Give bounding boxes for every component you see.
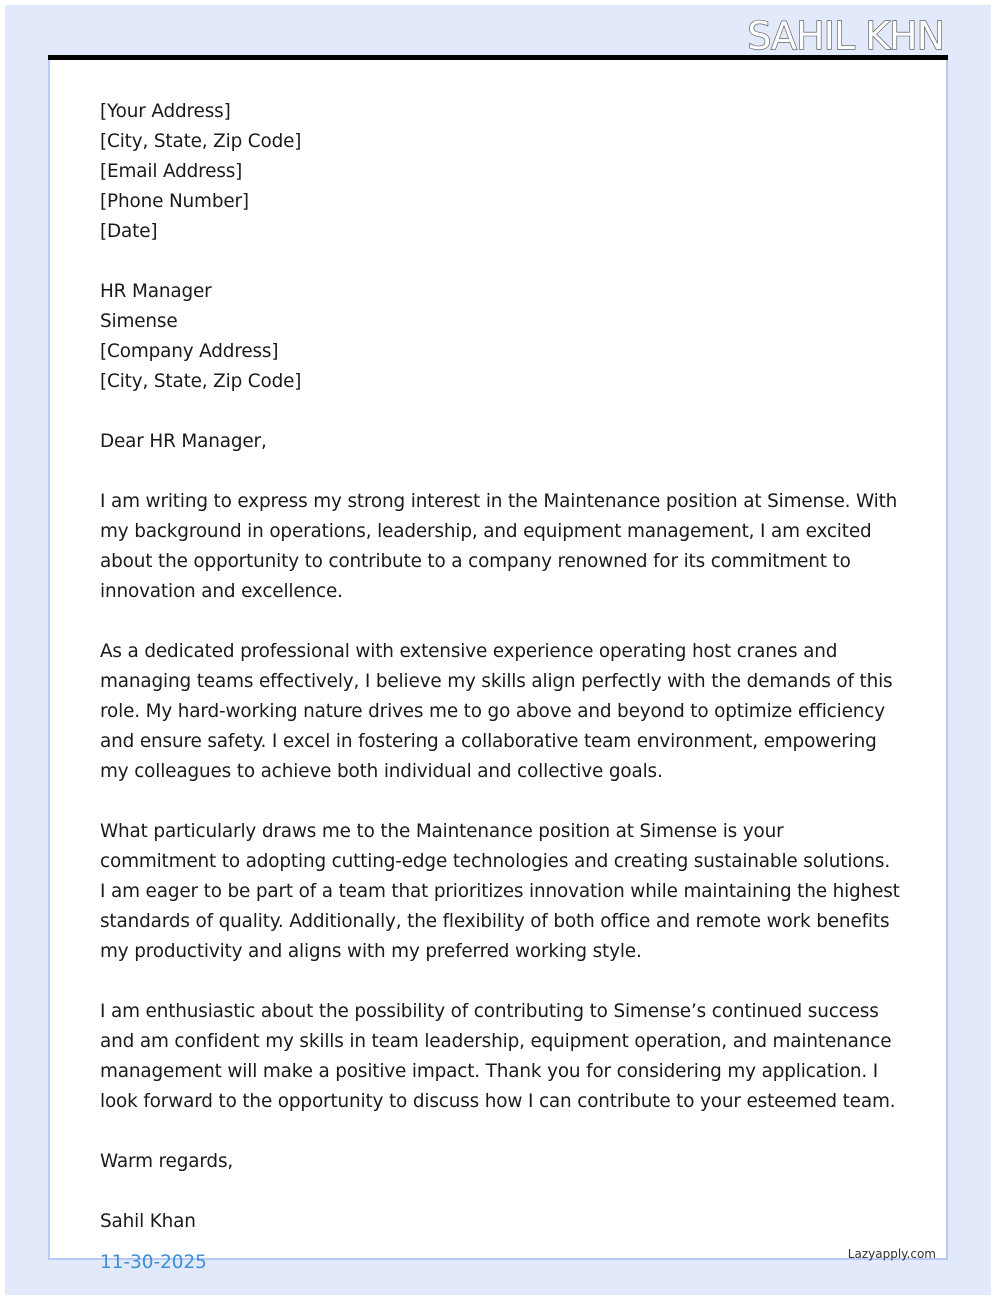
recipient-title: HR Manager — [100, 281, 212, 302]
body-paragraph-4: I am enthusiastic about the possibility of contributing to Simense’s continued success and am confident my skills in team leadership, equipment operation, and maintenance management will make a positive impact. Thank you for considering my application. I look forward to the opportunity to discuss how I can contribute to your esteemed team. — [100, 1001, 896, 1112]
body-paragraph-2: As a dedicated professional with extensive experience operating host cranes and managing teams effectively, I believe my skills align perfectly with the demands of this role. My hard-working nature drives me to go above and beyond to optimize efficiency and ensure safety. I excel in fostering a collaborative team environment, empowering my colleagues to achieve both individual and collective goals. — [100, 641, 893, 782]
sender-email: [Email Address] — [100, 161, 243, 182]
spacer — [100, 787, 900, 817]
spacer — [100, 607, 900, 637]
sender-block — [100, 97, 900, 247]
body-paragraph-3: What particularly draws me to the Maintenance position at Simense is your commitment to adopting cutting-edge technologies and creating sustainable solutions. I am eager to be part of a team that prioritizes innovation while maintaining the highest standards of quality. Additionally, the flexibility of both office and remote work benefits my productivity and aligns with my preferred working style. — [100, 821, 900, 962]
spacer — [100, 1117, 900, 1147]
spacer — [100, 1177, 900, 1207]
recipient-city-state-zip: [City, State, Zip Code] — [100, 371, 302, 392]
salutation: Dear HR Manager, — [100, 431, 267, 452]
sender-address: [Your Address] — [100, 101, 231, 122]
sender-date: [Date] — [100, 221, 158, 242]
applicant-name-heading: SAHIL KHN — [747, 14, 944, 58]
recipient-company: Simense — [100, 311, 178, 332]
footer-date: 11-30-2025 — [100, 1252, 207, 1273]
spacer — [100, 397, 900, 427]
sender-city-state-zip: [City, State, Zip Code] — [100, 131, 302, 152]
body-paragraph-1: I am writing to express my strong interest in the Maintenance position at Simense. With my background in operations, leadership, and equipment management, I am excited about the opportunity to contribute to a company renowned for its commitment to innovation and excellence. — [100, 491, 898, 602]
spacer — [100, 967, 900, 997]
cover-letter-body — [100, 97, 900, 1237]
closing: Warm regards, — [100, 1151, 234, 1172]
recipient-block — [100, 277, 900, 397]
signature: Sahil Khan — [100, 1211, 196, 1232]
recipient-address: [Company Address] — [100, 341, 279, 362]
spacer — [100, 457, 900, 487]
sender-phone: [Phone Number] — [100, 191, 249, 212]
watermark-text: Lazyapply.com — [847, 1247, 936, 1261]
spacer — [100, 247, 900, 277]
